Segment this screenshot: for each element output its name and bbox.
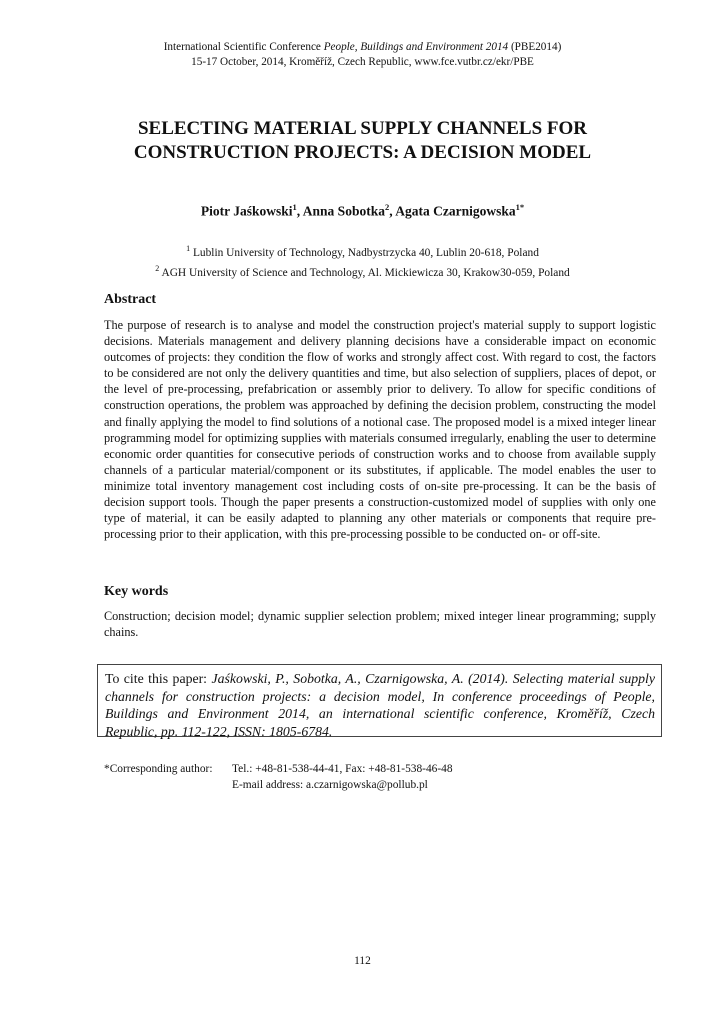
- affiliation-text: AGH University of Science and Technology, Al. Mickiewicza 30, Krakow30-059, Poland: [159, 266, 570, 279]
- citation-box: [97, 664, 662, 737]
- citation-prefix: To cite this paper:: [105, 671, 212, 686]
- header-prefix: International Scientific Conference: [163, 41, 324, 53]
- corresponding-label: *Corresponding author:: [104, 763, 213, 775]
- page-number: 112: [354, 955, 371, 967]
- author-affil-mark: [516, 202, 525, 212]
- paper-title: [60, 117, 665, 165]
- corresponding-mark: *: [519, 202, 525, 212]
- author-affil-mark: 1: [292, 202, 297, 212]
- affiliation-text: Lublin University of Technology, Nadbystrzycka 40, Lublin 20-618, Poland: [190, 246, 539, 259]
- abstract-heading: Abstract: [104, 292, 157, 307]
- author-separator: ,: [389, 203, 396, 219]
- corresponding-email: E-mail address: a.czarnigowska@pollub.pl: [232, 779, 428, 791]
- affiliation-line: [60, 241, 665, 261]
- keywords-heading: Key words: [104, 584, 169, 599]
- corresponding-phone: Tel.: +48-81-538-44-41, Fax: +48-81-538-46-48: [232, 763, 453, 775]
- author-name: Anna Sobotka: [302, 203, 385, 219]
- header-line-1: [60, 40, 665, 55]
- author-name: Agata Czarnigowska: [395, 203, 516, 219]
- citation-reference: Jaśkowski, P., Sobotka, A., Czarnigowska, A. (2014). Selecting material supply channels for construction projects: a decision model, In conference proceedings of People, Buildings and Environment 2014, an international scientific conference, Kroměříž, Czech Republic, pp. 112-122, ISSN: 1805-6784.: [105, 671, 655, 739]
- affil-number: 1: [515, 202, 520, 212]
- author-affil-mark: 2: [384, 202, 390, 212]
- header-conference-name: People, Buildings and Environment 2014: [323, 41, 509, 53]
- header-line-2: 15-17 October, 2014, Kroměříž, Czech Republic, www.fce.vutbr.cz/ekr/PBE: [191, 56, 534, 68]
- affiliation-mark: 2: [155, 263, 160, 273]
- affiliations: [60, 241, 665, 281]
- corresponding-details: [232, 761, 453, 793]
- title-line-2: CONSTRUCTION PROJECTS: A DECISION MODEL: [133, 142, 592, 163]
- keywords-text: Construction; decision model; dynamic supplier selection problem; mixed integer linear programming; supply chains.: [104, 609, 656, 640]
- abstract-text: The purpose of research is to analyse and model the construction project's material supply to support logistic decisions. Materials management and delivery planning decisions have a considerable impact on economic outcomes of projects: they condition the flow of works and strongly affect cost. With regard to cost, the factors to be considered are not only the delivery quantities and time, but also selection of suppliers, places of depot, or the level of pre-processing, prefabrication or assembly prior to delivery. To allow for specific conditions of construction operations, the problem was approached by defining the decision problem, constructing the model and finally applying the model to find solutions of a notional case. The proposed model is a mixed integer linear programming model for optimizing supplies with materials consumed irregularly, enabling the user to determine economic order quantities for consecutive periods of construction works and to choose from available supply channels of a particular material/component or its substitutes, if applicable. The model enables the user to minimize total inventory management cost including costs of on-site pre-processing. It can be the basis of decision support tools. Though the paper presents a construction-customized model of supplies with only one type of material, it can be easily adapted to planning any other materials or components that require pre-processing prior to their application, with this pre-processing possible to be conducted on- or off-site.: [104, 318, 656, 542]
- author-list: [60, 198, 665, 221]
- author-name: Piotr Jaśkowski: [200, 203, 293, 219]
- affiliation-mark: 1: [186, 244, 191, 253]
- affiliation-line: [60, 261, 665, 281]
- title-line-1: SELECTING MATERIAL SUPPLY CHANNELS FOR: [137, 118, 588, 139]
- conference-header: [60, 40, 665, 70]
- author-separator: ,: [296, 203, 303, 219]
- header-suffix: (PBE2014): [508, 41, 562, 53]
